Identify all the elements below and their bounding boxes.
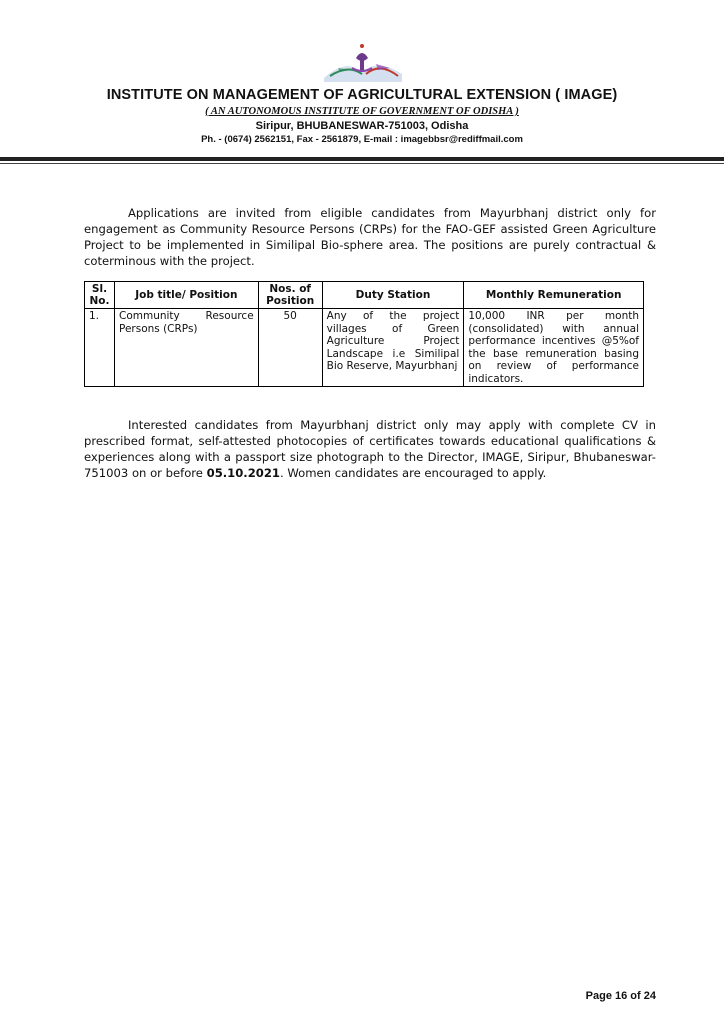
cell-remuneration: 10,000 INR per month (consolidated) with annual performance incentives @5%of the base remuneration basing on review of performance indicators. xyxy=(464,309,644,387)
closing-text-after: . Women candidates are encouraged to apply. xyxy=(279,466,547,480)
institute-lamp-logo-icon xyxy=(316,38,408,86)
intro-text: Applications are invited from eligible candidates from Mayurbhanj district only for engagement as Community Resource Persons (CRPs) for the FAO-GEF assisted Green Agriculture Project to be implemented in Similipal Bio-sphere area. The positions are purely contractual & coterminous with the project. xyxy=(84,206,656,268)
header-nos-position: Nos. of Position xyxy=(258,282,322,309)
header-divider-thick xyxy=(0,157,724,161)
cell-duty-station: Any of the project villages of Green Agriculture Project Landscape i.e Similipal Bio Reserve, Mayurbhanj xyxy=(322,309,464,387)
institute-contact: Ph. - (0674) 2562151, Fax - 2561879, E-mail : imagebbsr@rediffmail.com xyxy=(201,134,523,145)
header-duty-station: Duty Station xyxy=(322,282,464,309)
page-number: Page 16 of 24 xyxy=(585,990,656,1002)
letterhead xyxy=(0,86,724,147)
header-sl-no: Sl. No. xyxy=(85,282,115,309)
cell-sl-no: 1. xyxy=(85,309,115,387)
header-remuneration: Monthly Remuneration xyxy=(464,282,644,309)
header-job-title: Job title/ Position xyxy=(114,282,258,309)
cell-nos-position: 50 xyxy=(258,309,322,387)
institute-address: Siripur, BHUBANESWAR-751003, Odisha xyxy=(255,120,469,132)
deadline-date: 05.10.2021 xyxy=(206,466,280,480)
institute-title: INSTITUTE ON MANAGEMENT OF AGRICULTURAL EXTENSION ( IMAGE) xyxy=(106,87,618,103)
cell-job-title: Community Resource Persons (CRPs) xyxy=(114,309,258,387)
institute-subtitle: ( AN AUTONOMOUS INSTITUTE OF GOVERNMENT OF ODISHA ) xyxy=(205,106,519,117)
table-row xyxy=(85,309,644,387)
intro-paragraph xyxy=(84,205,656,269)
closing-text-before: Interested candidates from Mayurbhanj district only may apply with complete CV in prescribed format, self-attested photocopies of certificates towards educational qualifications & experiences along with a passport size photograph to the Director, IMAGE, Siripur, Bhubaneswar-751003 on or before xyxy=(84,418,656,480)
table-header-row xyxy=(85,282,644,309)
positions-table xyxy=(84,281,644,387)
header-divider-thin xyxy=(0,163,724,164)
closing-paragraph xyxy=(84,417,656,481)
